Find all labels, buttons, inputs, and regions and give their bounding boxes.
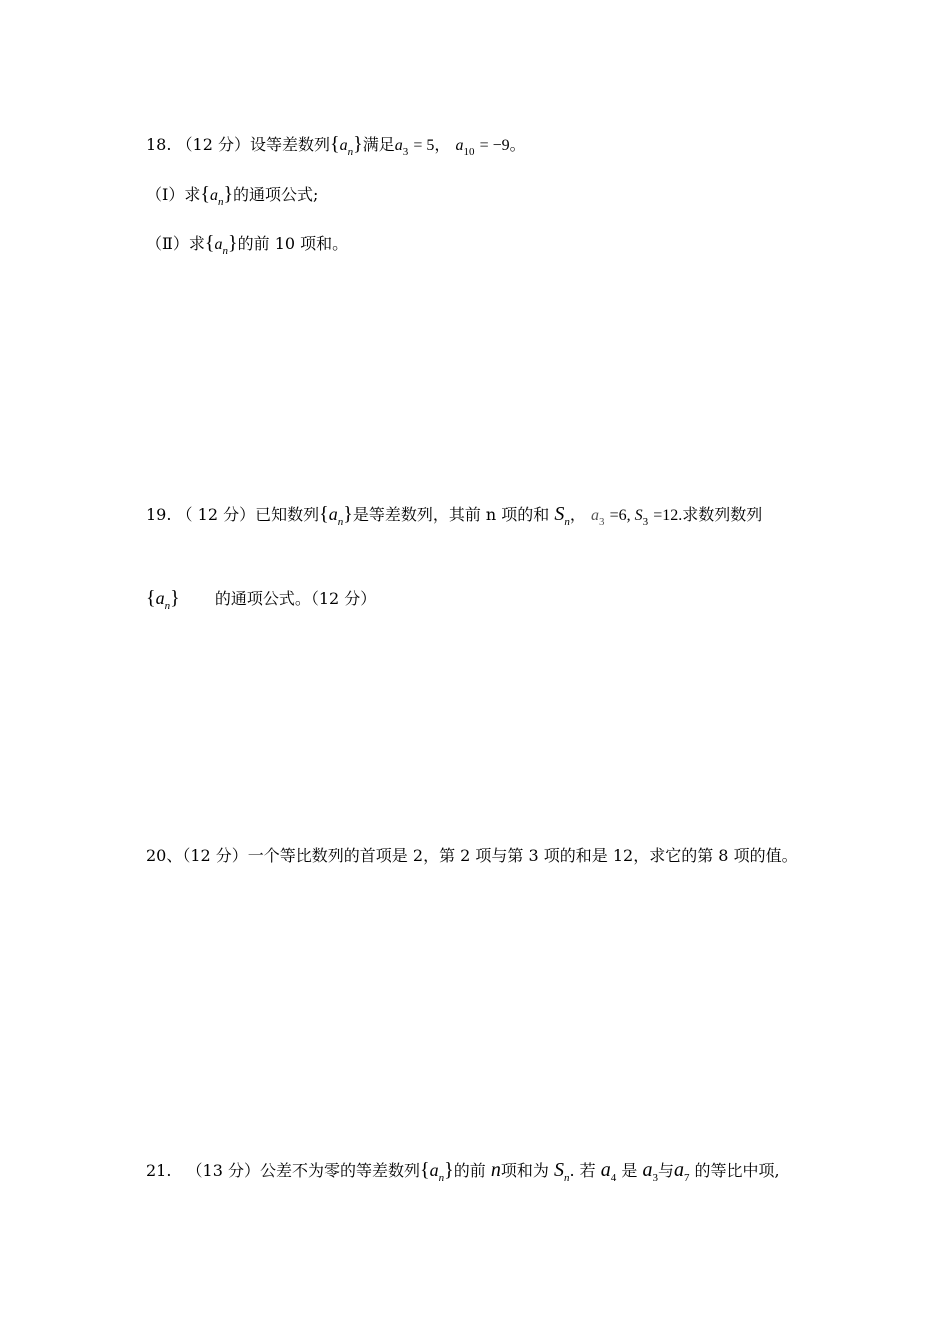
q18-part2-open-brace: { [204, 232, 215, 254]
q18-number: 18. [146, 135, 172, 154]
q18-text-a: 设等差数列 [250, 135, 331, 154]
q18-cond2-sub: 10 [463, 146, 475, 158]
q19-cond-end: =12. [653, 507, 683, 524]
q19-open-brace: { [319, 503, 329, 525]
q18-cond2-rhs: = −9。 [479, 137, 526, 154]
q18-part1-label: （Ⅰ）求 [146, 185, 201, 204]
q18-cond2-var: a [455, 137, 464, 154]
q21-text-g: 的等比中项, [694, 1161, 780, 1180]
q21-seq-sub: n [438, 1172, 445, 1184]
q21-sum-sub: n [563, 1172, 570, 1184]
q21-a7-sub: 7 [683, 1172, 690, 1184]
q19-close-brace: } [343, 503, 353, 525]
q18-part1-seq-var: a [209, 187, 218, 204]
q19-line1 [146, 502, 762, 528]
q21-text-e: 是 [621, 1161, 638, 1180]
q21-text-d: . 若 [569, 1161, 596, 1180]
q18-part1-text: 的通项公式; [233, 185, 319, 204]
q19-line2-seq-sub: n [164, 600, 171, 612]
q19-cond-a-sub: 3 [599, 516, 605, 528]
q20-text: 20、（12 分）一个等比数列的首项是 2，第 2 项与第 3 项的和是 12，求它的第 8 项的值。 [146, 846, 798, 865]
q21-close-brace: } [444, 1159, 454, 1181]
q18-part2 [146, 231, 348, 257]
q18-seq-close-brace: } [353, 133, 363, 155]
q20-line [146, 843, 798, 866]
q18-part2-seq-var: a [214, 236, 223, 253]
q18-cond1-var: a [394, 137, 403, 154]
q21-text-b: 的前 [453, 1161, 486, 1180]
q19-cond-mid: =6, [609, 507, 635, 524]
q21-seq-var: a [429, 1160, 439, 1180]
q18-part1 [146, 182, 318, 208]
q19-comma: ， [569, 505, 586, 524]
q19-seq-var: a [328, 504, 338, 524]
q19-sum-sub: n [564, 516, 570, 528]
q19-line2-text: 的通项公式。（12 分） [214, 589, 377, 608]
q19-cond-s-sub: 3 [642, 516, 649, 528]
q21-a3-var: a [642, 1159, 653, 1181]
q21-a7-var: a [673, 1159, 684, 1181]
q18-line [146, 132, 526, 158]
q18-score: （12 分） [176, 135, 250, 154]
q19-score: （ 12 分） [176, 505, 256, 524]
q19-text-b: 是等差数列，其前 n 项的和 [352, 505, 550, 524]
q19-line2-seq-var: a [155, 588, 165, 608]
q18-part2-seq-sub: n [222, 245, 228, 257]
q19-cond-a: a [591, 507, 600, 524]
q21-a3-sub: 3 [652, 1172, 658, 1184]
q21-text-c: 项和为 [500, 1161, 549, 1180]
q19-text-a: 已知数列 [255, 505, 320, 524]
q19-seq-sub: n [337, 516, 344, 528]
q21-text-f: 与 [657, 1161, 674, 1180]
q18-cond1-rhs: = 5， [413, 137, 451, 154]
q19-cond-s: S [634, 507, 643, 524]
q19-text-c: 求数列数列 [682, 505, 763, 524]
q18-seq-open-brace: { [330, 133, 340, 155]
q21-line [146, 1158, 780, 1184]
q21-n-var: n [490, 1159, 501, 1181]
q21-open-brace: { [420, 1159, 430, 1181]
q19-line2-open-brace: { [146, 587, 156, 609]
q18-part1-seq-sub: n [217, 196, 224, 208]
q21-sum-var: S [553, 1159, 564, 1181]
q21-text-a: 公差不为零的等差数列 [260, 1161, 421, 1180]
q21-a4-var: a [600, 1159, 611, 1181]
q21-score: （13 分） [186, 1161, 260, 1180]
q18-part2-close-brace: } [228, 232, 238, 254]
q18-part1-open-brace: { [200, 183, 210, 205]
q19-line2-close-brace: } [170, 587, 180, 609]
q18-part2-text: 的前 10 项和。 [237, 234, 349, 253]
q18-cond1-sub: 3 [402, 146, 409, 158]
q18-part1-close-brace: } [223, 183, 234, 205]
q21-number: 21. [146, 1161, 172, 1180]
q19-sum-var: S [554, 503, 565, 525]
q18-seq-sub: n [347, 146, 354, 158]
q18-part2-label: （Ⅱ）求 [146, 234, 205, 253]
q19-line2 [146, 586, 376, 612]
q18-seq-var: a [339, 137, 348, 154]
q21-a4-sub: 4 [610, 1172, 617, 1184]
q19-number: 19. [146, 505, 172, 524]
q18-text-b: 满足 [362, 135, 395, 154]
